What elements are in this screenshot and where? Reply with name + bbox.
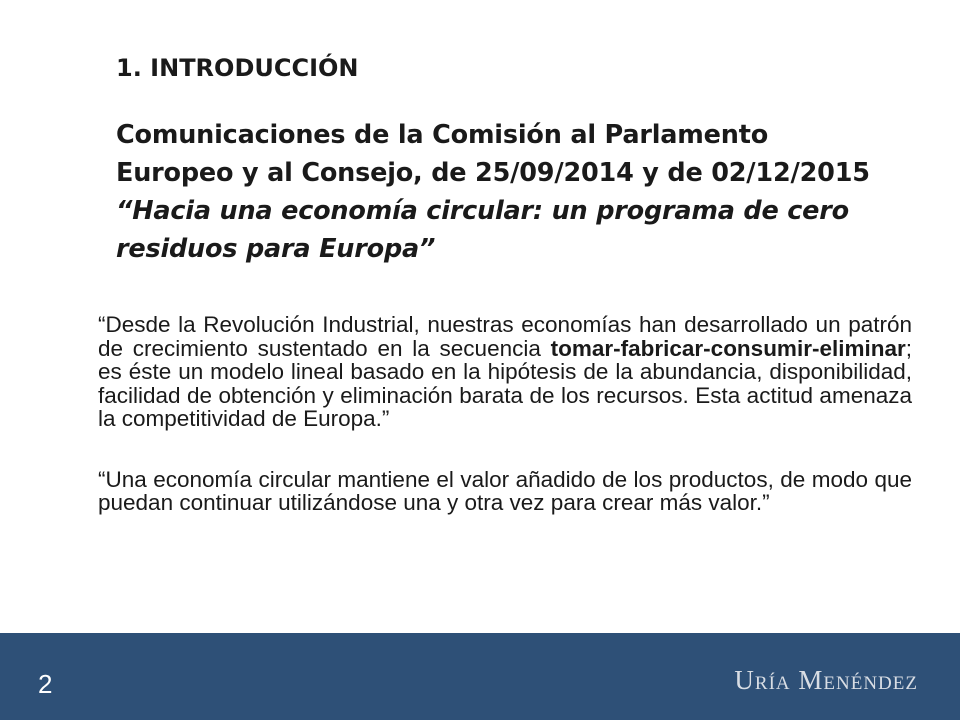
quote-paragraph-1 — [98, 313, 912, 431]
slide-body — [98, 313, 912, 515]
uria-menendez-logo: Uría Menéndez — [734, 665, 918, 695]
section-title: 1. INTRODUCCIÓN — [116, 54, 359, 82]
slide-subtitle — [116, 116, 876, 268]
quote-1-text-start: “Desde la Revolución Industrial, nuestras economías han desarrollado un patrón de crecimiento sustentado en la secuencia — [98, 312, 912, 361]
page-number: 2 — [38, 669, 53, 699]
quote-1-text-end: ; es éste un modelo lineal basado en la hipótesis de la abundancia, disponibilidad, facilidad de obtención y eliminación barata de los recursos. Esta actitud amenaza la competitividad de Europa.” — [98, 335, 912, 431]
quote-1-bold-term: tomar-fabricar-consumir-eliminar — [550, 335, 906, 361]
subtitle-text: Comunicaciones de la Comisión al Parlamento Europeo y al Consejo, de 25/09/2014 y de 02/12/2015 — [116, 120, 870, 188]
footer-bar — [0, 633, 960, 720]
subtitle-quoted-title: “Hacia una economía circular: un programa de cero residuos para Europa” — [116, 196, 849, 264]
quote-paragraph-2: “Una economía circular mantiene el valor añadido de los productos, de modo que puedan continuar utilizándose una y otra vez para crear más valor.” — [98, 466, 912, 515]
slide-heading — [116, 48, 876, 268]
